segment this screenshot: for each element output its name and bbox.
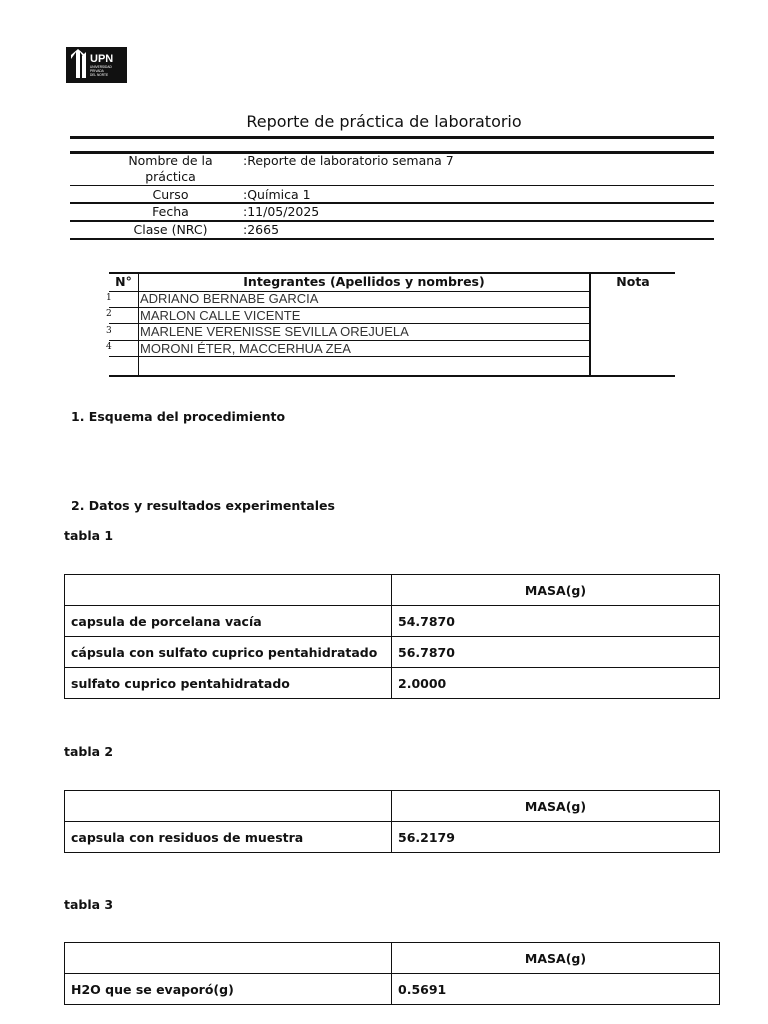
info-value-course: :Química 1 (243, 187, 311, 202)
info-label-class: Clase (NRC) (133, 222, 208, 237)
members-header-names: Integrantes (Apellidos y nombres) (243, 274, 485, 289)
table-row (65, 606, 720, 637)
table-header-row (65, 943, 720, 974)
upn-logo (66, 47, 127, 83)
info-divider (70, 238, 714, 240)
info-label-practice (88, 153, 253, 185)
report-title: Reporte de práctica de laboratorio (246, 112, 522, 131)
member-name: MORONI ÉTER, MACCERHUA ZEA (140, 341, 351, 356)
table-cell-name: cápsula con sulfato cuprico pentahidratado (65, 637, 392, 668)
section-heading-procedure: 1. Esquema del procedimiento (71, 409, 286, 424)
table-row (65, 668, 720, 699)
member-name: MARLENE VERENISSE SEVILLA OREJUELA (140, 324, 409, 339)
logo-subtext-1: UNIVERSIDAD (90, 65, 112, 69)
table-header-mass: MASA(g) (392, 943, 720, 974)
member-name: MARLON CALLE VICENTE (140, 308, 301, 323)
info-value-class: :2665 (243, 222, 280, 237)
table-row (65, 637, 720, 668)
table-cell-value: 56.2179 (392, 822, 720, 853)
table-header-empty (65, 943, 392, 974)
table-cell-value: 0.5691 (392, 974, 720, 1005)
table-cell-name: capsula con residuos de muestra (65, 822, 392, 853)
logo-subtext-3: DEL NORTE (90, 73, 109, 77)
info-label-practice-line1: Nombre de la (128, 153, 213, 168)
table-header-mass: MASA(g) (392, 575, 720, 606)
table-header-row (65, 791, 720, 822)
info-divider (70, 185, 714, 186)
member-number: 2 (106, 309, 112, 319)
table-cell-name: capsula de porcelana vacía (65, 606, 392, 637)
info-label-practice-line2: práctica (145, 169, 196, 184)
title-rule-top (70, 136, 714, 139)
table-header-mass: MASA(g) (392, 791, 720, 822)
table-header-empty (65, 791, 392, 822)
table-header-row (65, 575, 720, 606)
table-cell-value: 56.7870 (392, 637, 720, 668)
data-table-1 (64, 574, 720, 699)
table-cell-name: H2O que se evaporó(g) (65, 974, 392, 1005)
info-label-course: Curso (152, 187, 189, 202)
info-value-practice: :Reporte de laboratorio semana 7 (243, 153, 454, 168)
table-2-label: tabla 2 (64, 744, 114, 759)
table-row (65, 822, 720, 853)
table-3-label: tabla 3 (64, 897, 114, 912)
info-label-date: Fecha (152, 204, 189, 219)
member-number: 4 (106, 342, 112, 352)
logo-subtext-2: PRIVADA (90, 69, 104, 73)
member-name: ADRIANO BERNABE GARCIA (140, 291, 319, 306)
logo-text: UPN (90, 53, 114, 65)
members-header-grade: Nota (616, 274, 650, 289)
member-number: 3 (106, 326, 112, 336)
table-cell-value: 2.0000 (392, 668, 720, 699)
section-heading-results: 2. Datos y resultados experimentales (71, 498, 335, 513)
data-table-2 (64, 790, 720, 853)
members-header-number: N° (115, 274, 132, 289)
members-table (106, 272, 675, 377)
table-cell-value: 54.7870 (392, 606, 720, 637)
member-number: 1 (106, 293, 112, 303)
table-row (65, 974, 720, 1005)
table-header-empty (65, 575, 392, 606)
data-table-3 (64, 942, 720, 1005)
table-1-label: tabla 1 (64, 528, 114, 543)
table-cell-name: sulfato cuprico pentahidratado (65, 668, 392, 699)
info-value-date: :11/05/2025 (243, 204, 320, 219)
